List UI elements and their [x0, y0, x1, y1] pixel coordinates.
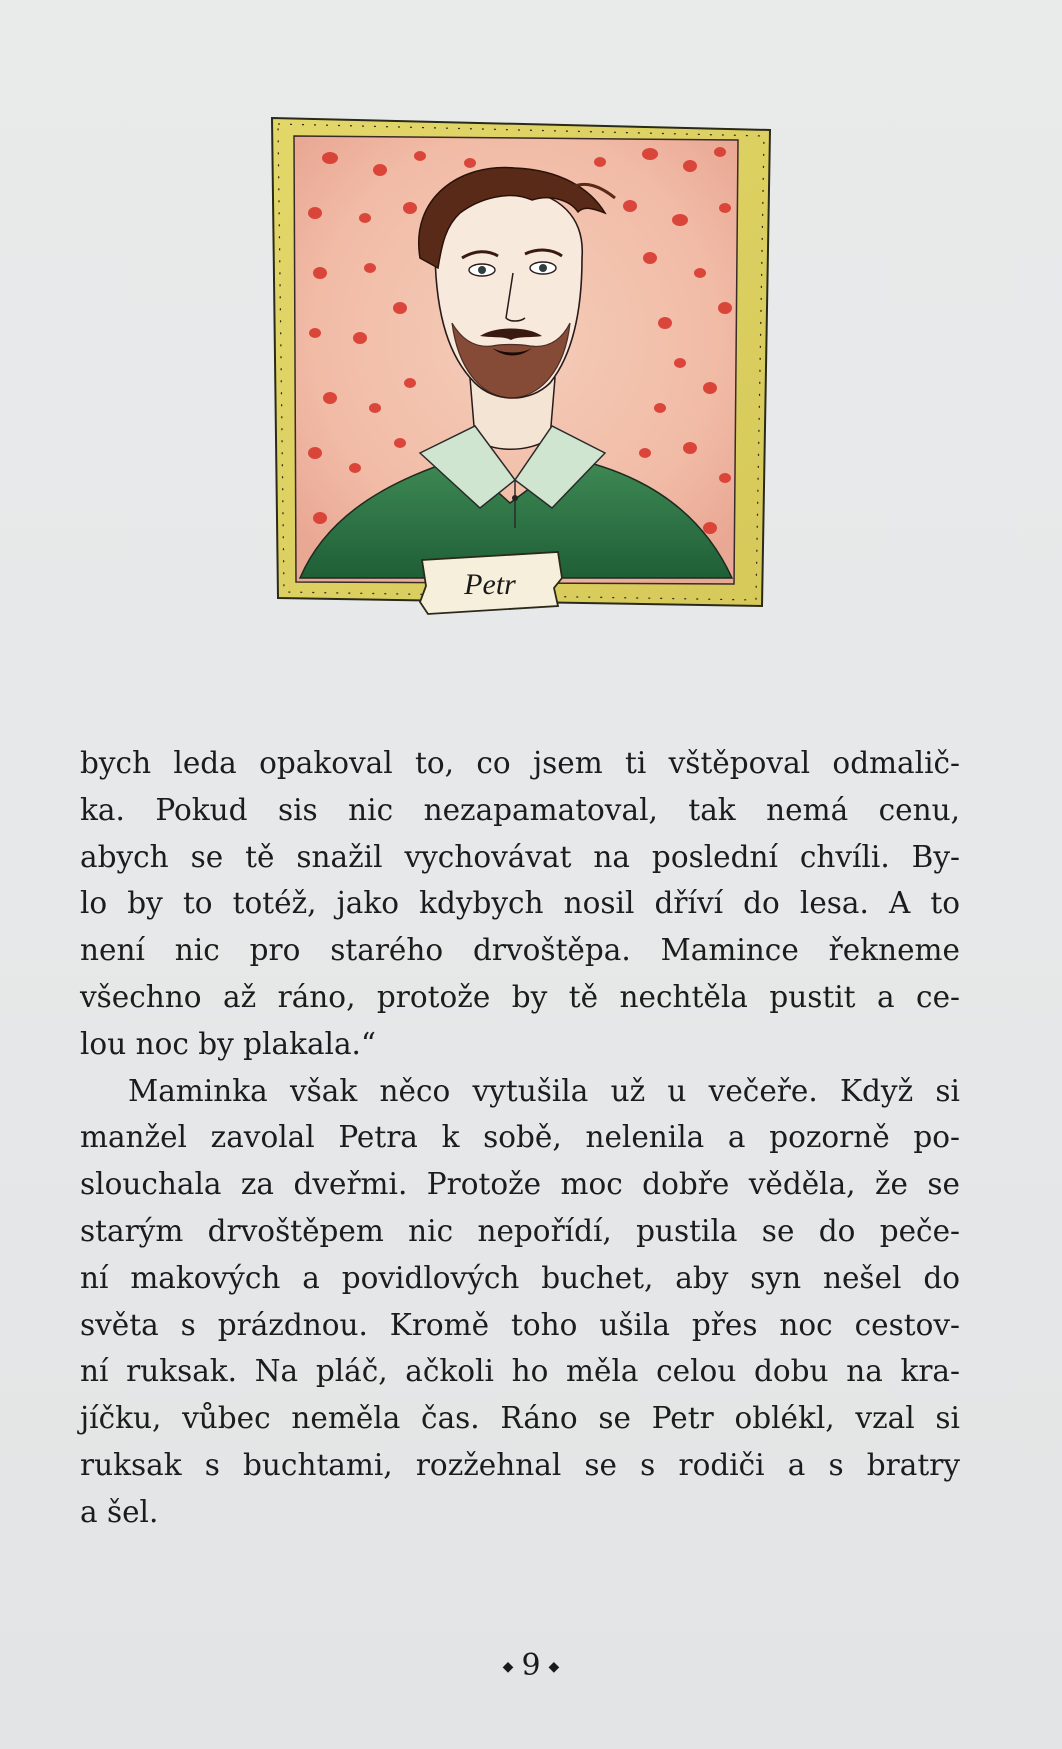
diamond-ornament-icon: ◆ [502, 1659, 514, 1675]
text-line: všechno až ráno, protože by tě nechtěla pustit a ce- [80, 979, 960, 1014]
text-line: lou noc by plakala.“ [80, 1026, 377, 1061]
text-line: abych se tě snažil vychovávat na poslední chvíli. By- [80, 839, 960, 874]
text-line: není nic pro starého drvoštěpa. Mamince řekneme [80, 933, 960, 968]
text-line: starým drvoštěpem nic nepořídí, pustila se do peče- [80, 1213, 960, 1248]
text-line: a šel. [80, 1494, 159, 1529]
text-line: Maminka však něco vytušila už u večeře. Když si [128, 1073, 960, 1108]
text-line: bych leda opakoval to, co jsem ti vštěpoval odmalič- [80, 746, 960, 780]
portrait-illustration [270, 108, 780, 668]
page-number-value: 9 [521, 1648, 541, 1683]
name-label-text: Petr [464, 568, 516, 601]
text-line: manžel zavolal Petra k sobě, nelenila a pozorně po- [80, 1120, 960, 1155]
diamond-ornament-icon: ◆ [548, 1659, 560, 1675]
page-number [0, 1648, 1062, 1683]
text-line: lo by to totéž, jako kdybych nosil dříví do lesa. A to [80, 886, 960, 921]
text-line: ruksak s buchtami, rozžehnal se s rodiči a s bratry [80, 1447, 960, 1482]
text-line: ka. Pokud sis nic nezapamatoval, tak nemá cenu, [80, 792, 960, 827]
portrait-drawing [270, 108, 780, 668]
text-line: slouchala za dveřmi. Protože moc dobře věděla, že se [80, 1167, 960, 1202]
story-text [80, 740, 960, 1536]
name-label [420, 552, 562, 614]
text-line: jíčku, vůbec neměla čas. Ráno se Petr oblékl, vzal si [80, 1401, 960, 1436]
text-line: ní ruksak. Na pláč, ačkoli ho měla celou dobu na kra- [80, 1354, 960, 1389]
text-line: světa s prázdnou. Kromě toho ušila přes noc cestov- [80, 1307, 960, 1342]
text-line: ní makových a povidlových buchet, aby syn nešel do [80, 1260, 960, 1295]
